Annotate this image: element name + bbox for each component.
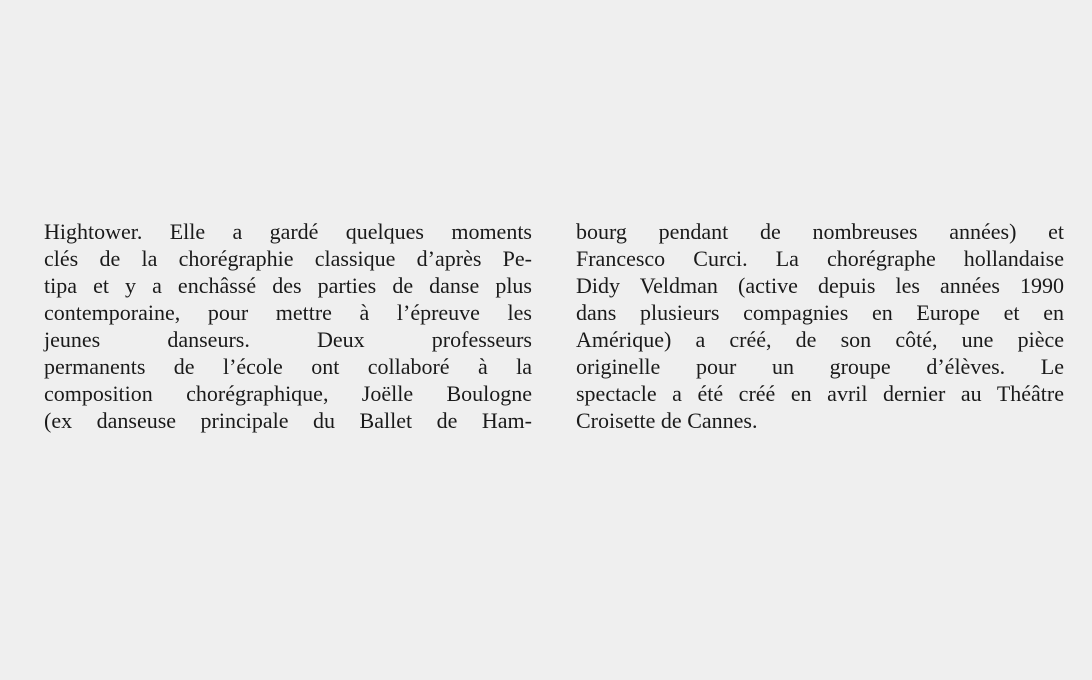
text-line: contemporaine, pour mettre à l’épreuve les (44, 300, 532, 325)
text-line: tipa et y a enchâssé des parties de danse plus (44, 273, 532, 298)
text-line: Amérique) a créé, de son côté, une pièce (576, 327, 1064, 352)
text-line: bourg pendant de nombreuses années) et (576, 219, 1064, 244)
text-line: Hightower. Elle a gardé quelques moments (44, 219, 532, 244)
text-line: clés de la chorégraphie classique d’après Pe- (44, 246, 532, 271)
text-line: dans plusieurs compagnies en Europe et en (576, 300, 1064, 325)
text-line: spectacle a été créé en avril dernier au Théâtre (576, 381, 1064, 406)
text-line: permanents de l’école ont collaboré à la (44, 354, 532, 379)
text-line: (ex danseuse principale du Ballet de Ham- (44, 408, 532, 433)
text-line: originelle pour un groupe d’élèves. Le (576, 354, 1064, 379)
column-right (576, 218, 1064, 434)
text-line: composition chorégraphique, Joëlle Boulogne (44, 381, 532, 406)
column-left (44, 218, 532, 434)
text-line: Francesco Curci. La chorégraphe hollandaise (576, 246, 1064, 271)
text-line: Didy Veldman (active depuis les années 1990 (576, 273, 1064, 298)
text-line: jeunes danseurs. Deux professeurs (44, 327, 532, 352)
text-line: Croisette de Cannes. (576, 408, 758, 433)
article-columns (44, 218, 1064, 434)
